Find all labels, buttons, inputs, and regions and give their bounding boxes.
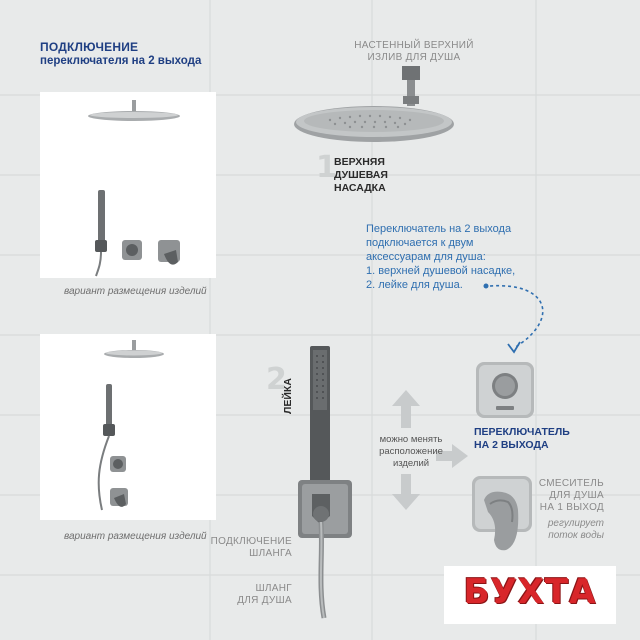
dotted-arrow: [480, 280, 570, 360]
switch-label: [474, 426, 570, 452]
hose-connection-line1: ПОДКЛЮЧЕНИЕ: [210, 536, 292, 547]
overhead-number: 1: [316, 150, 337, 185]
handshower-label: ЛЕЙКА: [282, 378, 294, 414]
handshower-number: 2: [266, 362, 287, 397]
bottom-variant-panel: [40, 334, 216, 520]
mixer-label: [524, 478, 604, 514]
hose-connection-label: [196, 536, 292, 560]
hose-label-line2: ДЛЯ ДУША: [237, 595, 292, 606]
swap-text-line1: можно менять: [379, 434, 443, 445]
mixer-label-line2: ДЛЯ ДУША: [549, 490, 604, 501]
wall-spout-label-line1: НАСТЕННЫЙ ВЕРХНИЙ: [354, 40, 474, 51]
overhead-label: [334, 156, 388, 195]
overhead-label-line3: НАСАДКА: [334, 182, 386, 194]
mixer-note-line1: регулирует: [547, 518, 604, 529]
mixer-note: [524, 518, 604, 542]
swap-text: [370, 434, 452, 470]
mixer-note-line2: поток воды: [548, 530, 604, 541]
switch-illustration: [474, 360, 538, 422]
mixer-label-line3: НА 1 ВЫХОД: [539, 502, 604, 513]
hose-connection-line2: ШЛАНГА: [249, 548, 292, 559]
overhead-label-line1: ВЕРХНЯЯ: [334, 156, 385, 168]
switch-label-line2: НА 2 ВЫХОДА: [474, 439, 549, 451]
description-line3: аксессуарам для душа:: [366, 251, 486, 263]
wall-spout-label-line2: ИЗЛИВ ДЛЯ ДУША: [367, 52, 461, 63]
description-line5: 2. лейке для душа.: [366, 279, 463, 291]
hose-label: [196, 583, 292, 607]
heading-subtitle: переключателя на 2 выхода: [40, 55, 202, 67]
description-line1: Переключатель на 2 выхода: [366, 223, 512, 235]
bottom-variant-caption: вариант размещения изделий: [64, 531, 207, 542]
description-line4: 1. верхней душевой насадке,: [366, 265, 516, 277]
bottom-variant-illustration: [40, 334, 216, 520]
mixer-label-line1: СМЕСИТЕЛЬ: [538, 478, 604, 489]
switch-label-line1: ПЕРЕКЛЮЧАТЕЛЬ: [474, 426, 570, 438]
swap-text-line3: изделий: [392, 458, 430, 469]
overhead-label-line2: ДУШЕВАЯ: [334, 169, 388, 181]
wall-spout-label: [344, 40, 484, 64]
swap-text-line2: расположение: [379, 446, 443, 457]
handshower-illustration: [290, 344, 366, 620]
description-line2: подключается к двум: [366, 237, 474, 249]
top-variant-panel: [40, 92, 216, 278]
brand-logo-text: БУХТА: [463, 572, 597, 612]
hose-label-line1: ШЛАНГ: [255, 583, 292, 594]
overhead-shower-illustration: [290, 62, 460, 152]
heading-title: ПОДКЛЮЧЕНИЕ: [40, 40, 139, 54]
top-variant-illustration: [40, 92, 216, 278]
brand-logo: [444, 566, 616, 624]
top-variant-caption: вариант размещения изделий: [64, 286, 207, 297]
